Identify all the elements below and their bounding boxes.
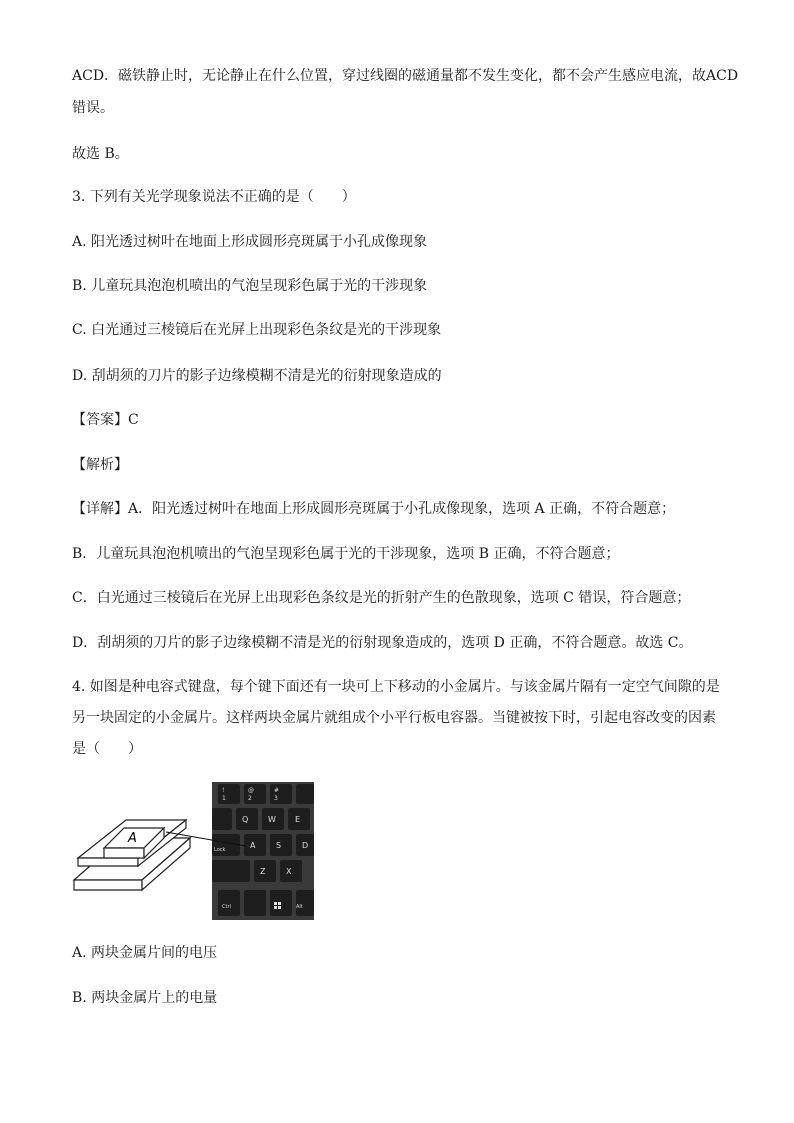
text-line: 故选 B。 — [72, 146, 129, 162]
question-4: 4. 如图是种电容式键盘，每个键下面还有一块可上下移动的小金属片。与该金属片隔有一定空气间隙的是另一块固定的小金属片。这样两块金属片就组成个小平行板电容器。当键被按下时，引起电容改变的因素是（ ） — [72, 679, 720, 757]
option-d: D. 刮胡须的刀片的影子边缘模糊不清是光的衍射现象造成的 — [72, 368, 442, 384]
key-label: Z — [260, 867, 266, 876]
keyboard-photo — [212, 782, 314, 920]
option-c: C. 白光通过三棱镜后在光屏上出现彩色条纹是光的干涉现象 — [72, 322, 442, 338]
text-line: ACD．磁铁静止时，无论静止在什么位置，穿过线圈的磁通量都不发生变化，都不会产生感应电流，故ACD — [72, 68, 739, 84]
key-label: 2 — [248, 795, 252, 802]
key-label: 3 — [274, 795, 278, 802]
detail-line: 【详解】A．阳光透过树叶在地面上形成圆形亮斑属于小孔成像现象，选项 A 正确，不符合题意； — [72, 501, 676, 517]
keyboard-figure — [68, 778, 328, 924]
key-cap-label: A — [128, 831, 137, 846]
detail-line: C．白光通过三棱镜后在光屏上出现彩色条纹是光的折射产生的色散现象，选项 C 错误，符合题意； — [72, 590, 691, 606]
keyboard-diagram — [68, 778, 328, 924]
text-line: 错误。 — [72, 100, 114, 116]
analysis-label: 【解析】 — [72, 457, 128, 473]
key-label: # — [274, 787, 280, 794]
key-label: W — [268, 815, 276, 824]
key-label: Alt — [296, 904, 303, 910]
option-a: A. 阳光透过树叶在地面上形成圆形亮斑属于小孔成像现象 — [72, 234, 428, 250]
key-label: D — [302, 841, 309, 850]
key-label: A — [250, 841, 256, 850]
option-b: B. 两块金属片上的电量 — [72, 990, 218, 1006]
key-label: 1 — [222, 795, 226, 802]
key-label: ! — [222, 787, 225, 794]
key-label: S — [276, 841, 282, 850]
detail-line: B．儿童玩具泡泡机喷出的气泡呈现彩色属于光的干涉现象，选项 B 正确，不符合题意； — [72, 546, 620, 562]
key-label: Q — [242, 815, 249, 824]
question-3: 3. 下列有关光学现象说法不正确的是（ ） — [72, 189, 356, 205]
answer-label: 【答案】C — [72, 412, 139, 428]
key-label: Ctrl — [222, 904, 231, 910]
key-label: E — [295, 815, 301, 824]
key-label: Lock — [214, 847, 226, 853]
option-b: B. 儿童玩具泡泡机喷出的气泡呈现彩色属于光的干涉现象 — [72, 278, 428, 294]
key-label: @ — [248, 787, 254, 794]
option-a: A. 两块金属片间的电压 — [72, 945, 218, 961]
detail-line: D．刮胡须的刀片的影子边缘模糊不清是光的衍射现象造成的，选项 D 正确，不符合题意。故选 C。 — [72, 635, 693, 651]
key-label: X — [286, 867, 292, 876]
